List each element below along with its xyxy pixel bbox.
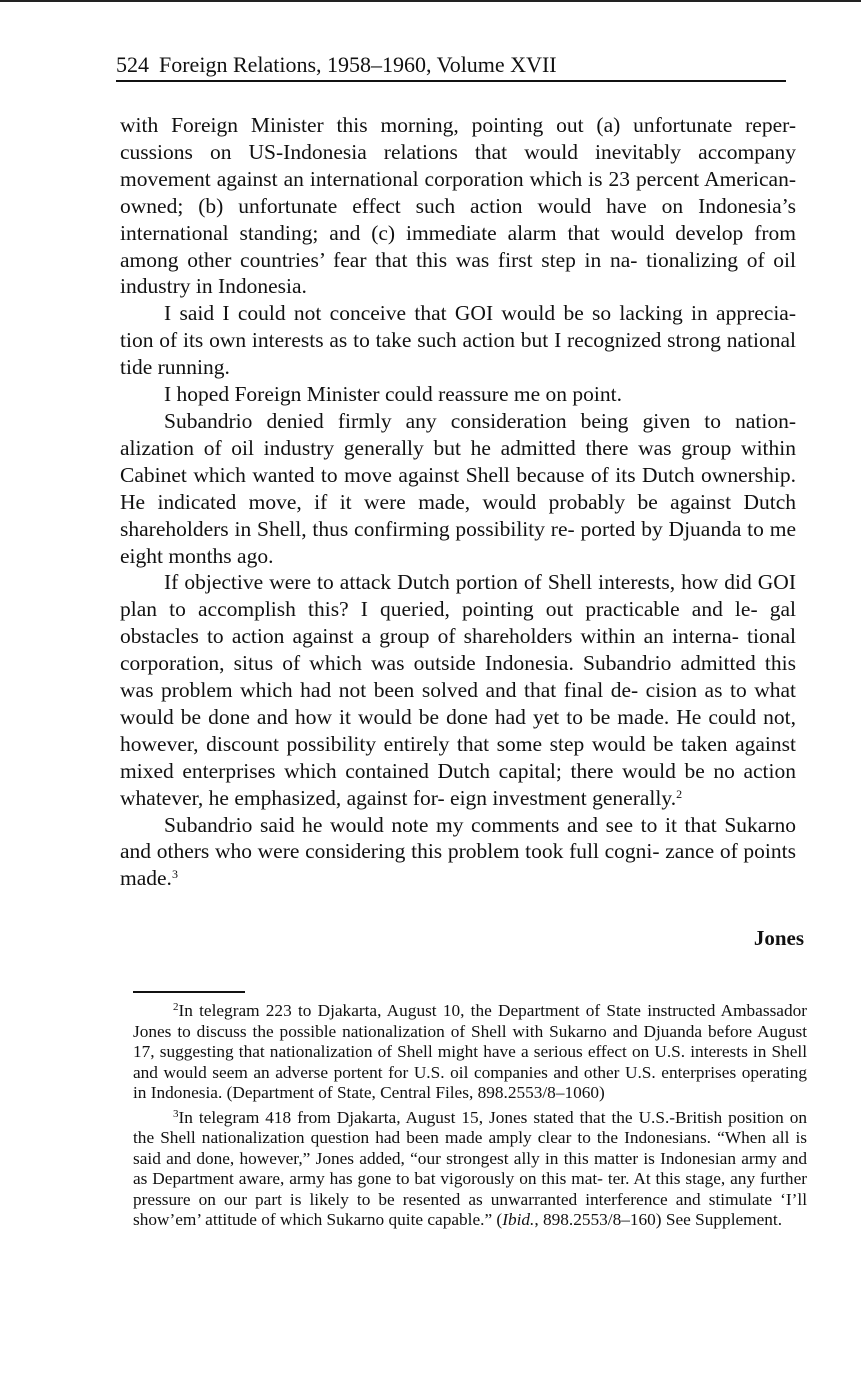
footnotes	[133, 1001, 807, 1235]
footnote-3-text: In telegram 418 from Djakarta, August 15, Jones stated that the U.S.-British position on the Shell nationalization question had been made amply clear to the Indonesians. “When all is said and done, however,” Jones added, “our strongest ally in this matter is Indonesian army and as Department aware, army has gone to bat vigorously on this mat- ter. At this stage, any further pressure on our part is likely to be resented as unwarranted interference and stimulate ‘I’ll show’em’ attitude of which Sukarno quite capable.” (	[133, 1107, 807, 1229]
footnote-ref-3: 3	[171, 867, 178, 882]
paragraph-2: I said I could not conceive that GOI would be so lacking in apprecia- tion of its own interests as to take such action but I recognized strong national tide running.	[120, 301, 796, 380]
volume-title: Foreign Relations, 1958–1960, Volume XVII	[159, 52, 557, 77]
footnote-3-mark: 3	[173, 1107, 179, 1120]
page-number: 524	[116, 52, 149, 77]
footnote-2-text: In telegram 223 to Djakarta, August 10, the Department of State instructed Ambassador Jones to discuss the possible nationalization of Shell with Sukarno and Djuanda before August 17, suggesting that nationalization of Shell might have a serious effect on U.S. interests in Shell and would seem an adverse portent for U.S. oil companies and other U.S. enterprises operating in Indonesia. (Department of State, Central Files, 898.2553/8–1060)	[133, 1001, 807, 1102]
page-top-edge	[0, 0, 861, 2]
footnote-3-ibid: Ibid.	[502, 1210, 535, 1229]
paragraph-6-text: Subandrio said he would note my comments and see to it that Sukarno and others who were considering this problem took full cogni- zance of points made.	[120, 812, 796, 891]
footnote-2	[133, 1001, 807, 1104]
footnote-3-tail: , 898.2553/8–160) See Supplement.	[534, 1210, 783, 1229]
paragraph-5-text: If objective were to attack Dutch portion of Shell interests, how did GOI plan to accomplish this? I queried, pointing out practicable and le- gal obstacles to action against a group of shareholders within an interna- tional corporation, situs of which was outside Indonesia. Subandrio admitted this was problem which had not been solved and that final de- cision as to what would be done and how it would be done had yet to be made. He could not, however, discount possibility entirely that some step would be taken against mixed enterprises which contained Dutch capital; there would be no action whatever, he emphasized, against for- eign investment generally.	[120, 570, 796, 810]
footnote-ref-2: 2	[676, 786, 683, 801]
running-header	[116, 52, 786, 82]
footnote-3	[133, 1108, 807, 1231]
paragraph-6	[120, 812, 796, 893]
paragraph-1: with Foreign Minister this morning, pointing out (a) unfortunate reper- cussions on US-Indonesia relations that would inevitably accompany movement against an international corporation which is 23 percent American-owned; (b) unfortunate effect such action would have on Indonesia’s international standing; and (c) immediate alarm that would develop from among other countries’ fear that this was first step in na- tionalizing of oil industry in Indonesia.	[120, 113, 796, 299]
paragraph-5	[120, 569, 796, 811]
document-body	[120, 112, 796, 892]
paragraph-3: I hoped Foreign Minister could reassure me on point.	[164, 382, 622, 407]
footnote-2-mark: 2	[173, 1001, 179, 1013]
footnote-rule	[133, 991, 245, 993]
signature: Jones	[753, 926, 804, 950]
paragraph-4: Subandrio denied firmly any consideration being given to nation- alization of oil industry generally but he admitted there was group within Cabinet which wanted to move against Shell because of its Dutch ownership. He indicated move, if it were made, would probably be against Dutch shareholders in Shell, thus confirming possibility re- ported by Djuanda to me eight months ago.	[120, 408, 796, 568]
